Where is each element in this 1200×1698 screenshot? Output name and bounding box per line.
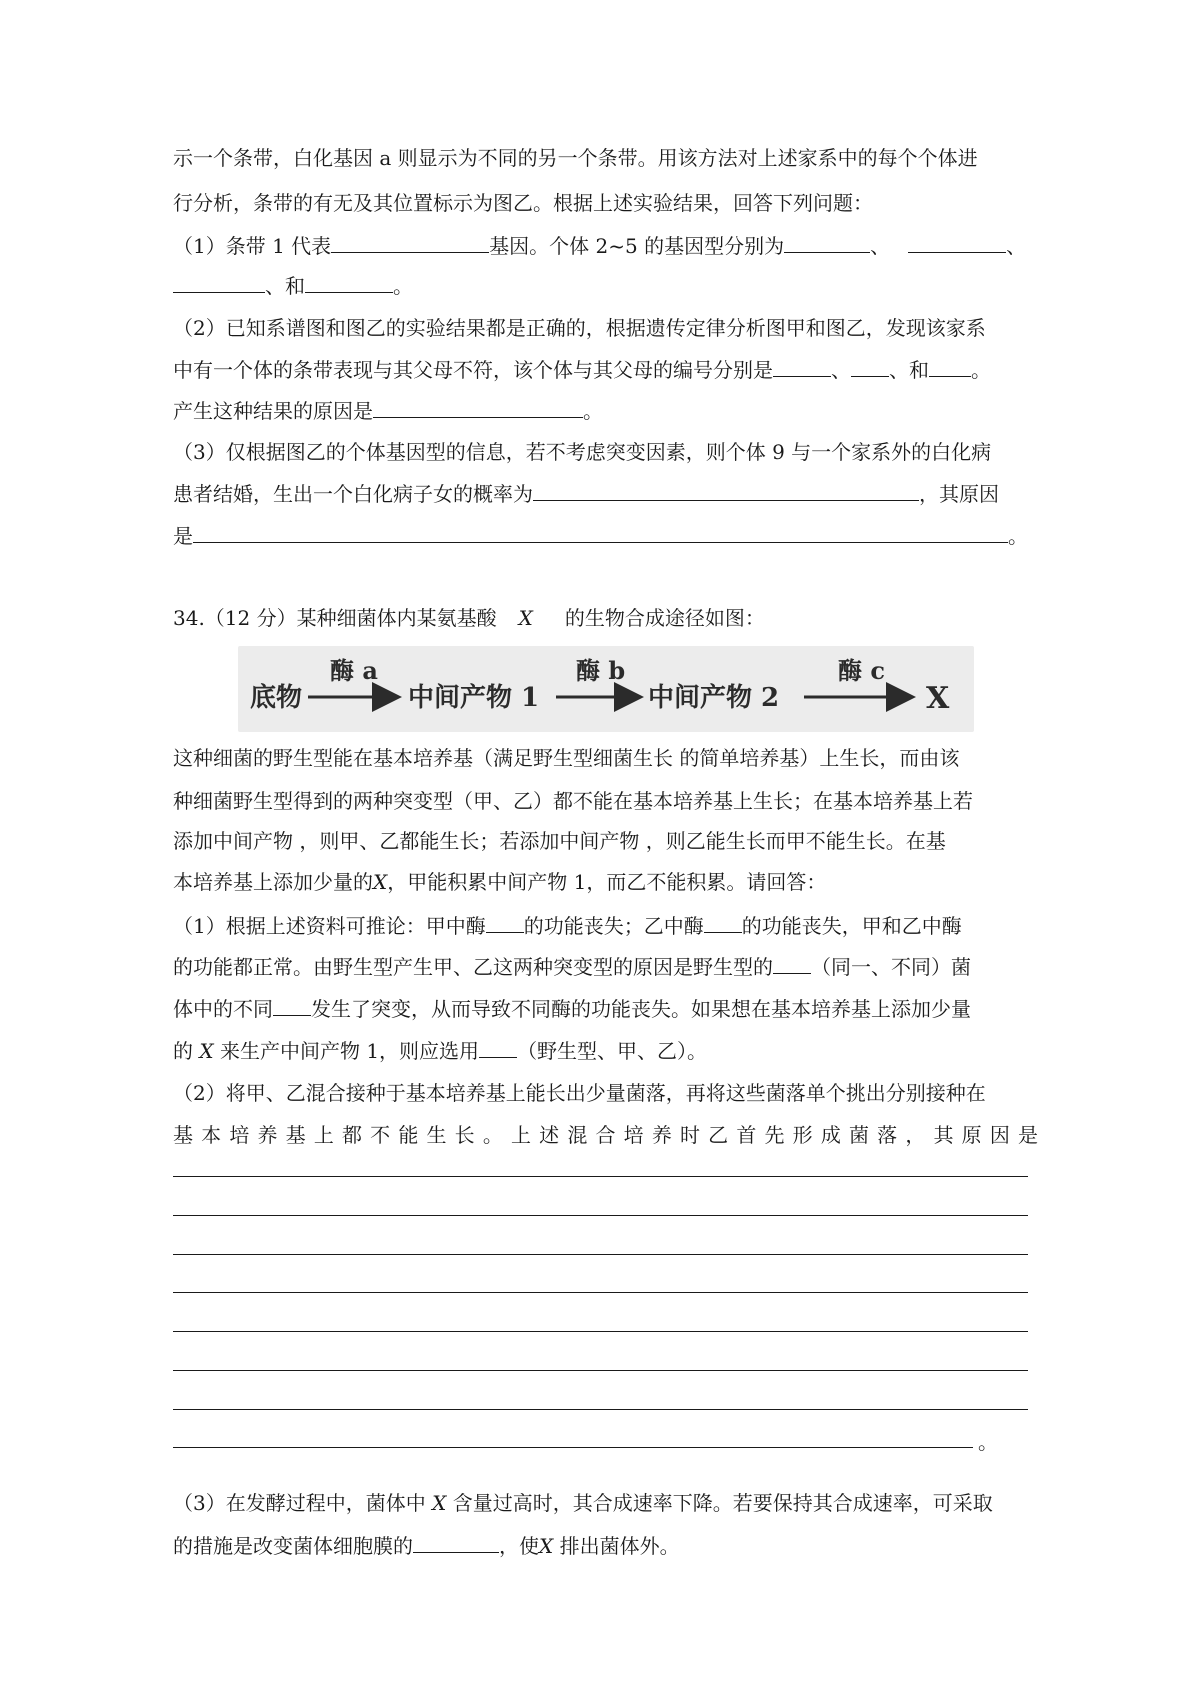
text-fragment: 、 bbox=[1006, 234, 1027, 258]
question-34-heading bbox=[173, 603, 1038, 633]
text-line: 添加中间产物 ，则甲、乙都能生长；若添加中间产物 ，则乙能生长而甲不能生长。在基 bbox=[173, 829, 946, 853]
biosynthesis-pathway-figure bbox=[238, 646, 974, 732]
text-fragment: ，使 bbox=[499, 1534, 539, 1558]
amino-acid-x: X bbox=[373, 870, 388, 894]
text-fragment: 中有一个体的条带表现与其父母不符，该个体与其父母的编号分别是 bbox=[173, 358, 773, 382]
text-fragment: 的功能丧失，甲和乙中酶 bbox=[741, 914, 962, 938]
answer-blank[interactable] bbox=[173, 270, 265, 293]
text-fragment: 。 bbox=[583, 399, 603, 423]
text-fragment: 体中的不同 bbox=[173, 997, 273, 1021]
text-fragment: （3）在发酵过程中，菌体中 bbox=[173, 1491, 426, 1515]
answer-blank[interactable] bbox=[851, 354, 889, 377]
answer-blank[interactable] bbox=[908, 230, 1006, 253]
subquestion-2-line: 基本培养基上都不能生长。上述混合培养时乙首先形成菌落，其原因是 bbox=[173, 1123, 1038, 1147]
subquestion-3-line bbox=[173, 1530, 1038, 1561]
text-fragment: 来生产中间产物 1，则应选用 bbox=[219, 1039, 480, 1063]
text-fragment: 产生这种结果的原因是 bbox=[173, 399, 373, 423]
answer-blank[interactable] bbox=[533, 478, 919, 501]
text-fragment: 是 bbox=[173, 524, 193, 548]
text-fragment: 34.（12 分）某种细菌体内某氨基酸 bbox=[173, 606, 497, 630]
amino-acid-x: X bbox=[432, 1491, 447, 1515]
question-3-line bbox=[173, 520, 1038, 551]
pathway-product-x: X bbox=[926, 681, 950, 716]
text-line: 行分析，条带的有无及其位置标示为图乙。根据上述实验结果，回答下列问题： bbox=[173, 191, 873, 215]
answer-blank[interactable] bbox=[479, 1035, 517, 1058]
text-fragment: 、 bbox=[831, 358, 851, 382]
question-1-line bbox=[173, 230, 1038, 261]
pathway-substrate: 底物 bbox=[250, 683, 303, 713]
answer-blank[interactable] bbox=[929, 354, 971, 377]
text-fragment: 。 bbox=[1008, 524, 1028, 548]
text-fragment: 的生物合成途径如图： bbox=[564, 606, 765, 630]
amino-acid-x: X bbox=[518, 606, 533, 630]
pathway-intermediate-1: 中间产物 1 bbox=[408, 683, 540, 713]
amino-acid-x: X bbox=[539, 1534, 554, 1558]
answer-line[interactable] bbox=[173, 1409, 1028, 1410]
pathway-enzyme-c: 酶 c bbox=[838, 656, 885, 685]
answer-blank[interactable] bbox=[305, 270, 393, 293]
answer-blank[interactable] bbox=[193, 520, 1008, 543]
answer-line[interactable] bbox=[173, 1215, 1028, 1216]
text-fragment: ，甲能积累中间产物 1，而乙不能积累。请回答： bbox=[387, 870, 827, 894]
amino-acid-x: X bbox=[199, 1039, 214, 1063]
text-fragment: 、和 bbox=[889, 358, 929, 382]
question-2-line: （2）已知系谱图和图乙的实验结果都是正确的，根据遗传定律分析图甲和图乙，发现该家系 bbox=[173, 316, 986, 340]
pathway-intermediate-2: 中间产物 2 bbox=[648, 683, 780, 713]
answer-line[interactable] bbox=[173, 1176, 1028, 1177]
text-fragment: ，其原因 bbox=[919, 482, 999, 506]
text-fragment: （野生型、甲、乙）。 bbox=[517, 1039, 708, 1063]
answer-line[interactable] bbox=[173, 1370, 1028, 1371]
answer-blank[interactable] bbox=[773, 354, 831, 377]
answer-line[interactable] bbox=[173, 1254, 1028, 1255]
answer-blank[interactable] bbox=[486, 910, 524, 933]
text-fragment: （1）根据上述资料可推论：甲中酶 bbox=[173, 914, 486, 938]
answer-blank[interactable] bbox=[773, 951, 811, 974]
answer-blank[interactable] bbox=[784, 230, 870, 253]
text-fragment: 的 bbox=[173, 1039, 193, 1063]
text-line: 这种细菌的野生型能在基本培养基（满足野生型细菌生长 的简单培养基）上生长，而由该 bbox=[173, 746, 960, 770]
text-fragment: 本培养基上添加少量的 bbox=[173, 870, 373, 894]
text-fragment: （1）条带 1 代表 bbox=[173, 234, 332, 258]
text-fragment: 的功能都正常。由野生型产生甲、乙这两种突变型的原因是野生型的 bbox=[173, 955, 773, 979]
text-fragment: 、 bbox=[870, 234, 891, 258]
question-3-line: （3）仅根据图乙的个体基因型的信息，若不考虑突变因素，则个体 9 与一个家系外的白化病 bbox=[173, 440, 992, 464]
text-fragment: 患者结婚，生出一个白化病子女的概率为 bbox=[173, 482, 533, 506]
text-fragment: 排出菌体外。 bbox=[559, 1534, 680, 1558]
text-fragment: 。 bbox=[978, 1430, 998, 1454]
text-line: 示一个条带，白化基因 a 则显示为不同的另一个条带。用该方法对上述家系中的每个个体进 bbox=[173, 146, 978, 170]
text-fragment: 。 bbox=[393, 274, 413, 298]
answer-line[interactable] bbox=[173, 1447, 973, 1448]
text-line bbox=[173, 867, 1038, 897]
answer-line[interactable] bbox=[173, 1292, 1028, 1293]
text-fragment: 基因。个体 2~5 的基因型分别为 bbox=[489, 234, 785, 258]
answer-blank[interactable] bbox=[331, 230, 489, 253]
answer-blank[interactable] bbox=[273, 993, 311, 1016]
answer-blank[interactable] bbox=[373, 395, 583, 418]
answer-blank[interactable] bbox=[704, 910, 742, 933]
text-fragment: （同一、不同）菌 bbox=[811, 955, 971, 979]
text-fragment: 。 bbox=[971, 358, 991, 382]
text-fragment: 含量过高时，其合成速率下降。若要保持其合成速率，可采取 bbox=[452, 1491, 993, 1515]
answer-blank[interactable] bbox=[413, 1530, 499, 1553]
subquestion-1-line bbox=[173, 910, 1038, 941]
text-fragment: 发生了突变，从而导致不同酶的功能丧失。如果想在基本培养基上添加少量 bbox=[311, 997, 971, 1021]
question-2-line bbox=[173, 354, 1038, 385]
text-line: 种细菌野生型得到的两种突变型（甲、乙）都不能在基本培养基上生长；在基本培养基上若 bbox=[173, 789, 973, 813]
subquestion-2-line: （2）将甲、乙混合接种于基本培养基上能长出少量菌落，再将这些菌落单个挑出分别接种在 bbox=[173, 1081, 986, 1105]
question-3-line bbox=[173, 478, 1038, 509]
subquestion-3-line bbox=[173, 1488, 1038, 1518]
text-fragment: 的功能丧失；乙中酶 bbox=[523, 914, 704, 938]
text-fragment: 的措施是改变菌体细胞膜的 bbox=[173, 1534, 413, 1558]
question-1-line bbox=[173, 270, 1038, 301]
answer-line[interactable] bbox=[173, 1331, 1028, 1332]
subquestion-1-line bbox=[173, 951, 1038, 982]
question-2-line bbox=[173, 395, 1038, 426]
text-fragment: 、和 bbox=[265, 274, 305, 298]
pathway-enzyme-a: 酶 a bbox=[330, 656, 378, 685]
subquestion-1-line bbox=[173, 1035, 1038, 1066]
subquestion-1-line bbox=[173, 993, 1038, 1024]
pathway-enzyme-b: 酶 b bbox=[576, 656, 626, 685]
